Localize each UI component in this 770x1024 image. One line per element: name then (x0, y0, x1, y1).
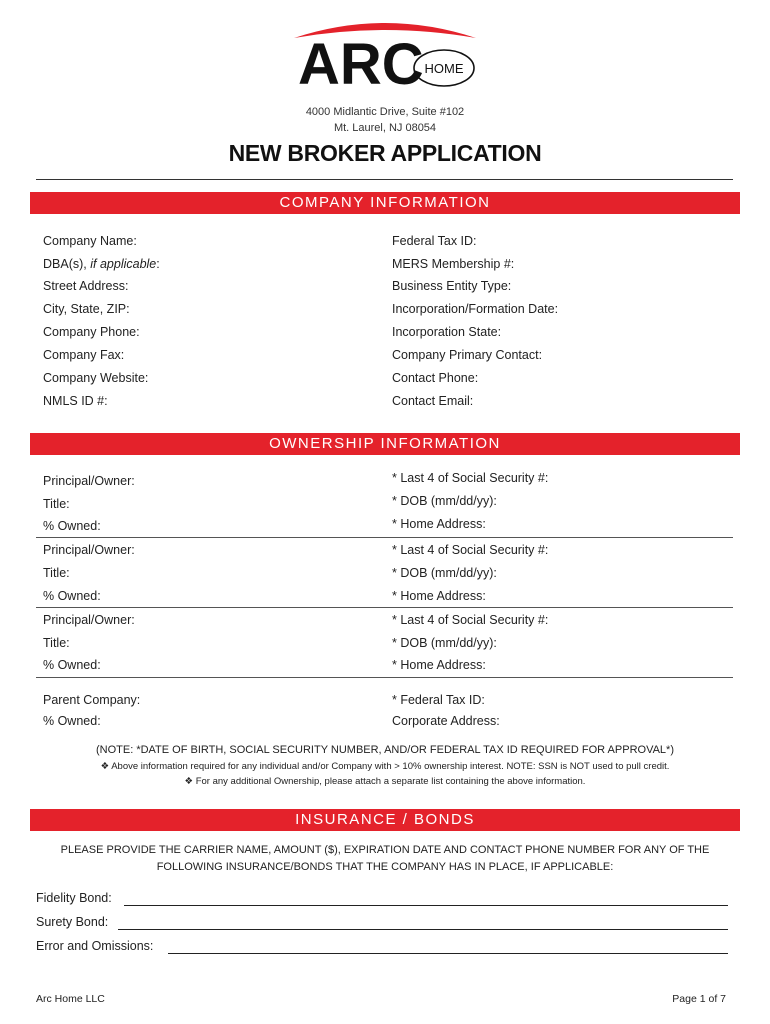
ownership-note-1: ❖ Above information required for any individual and/or Company with > 10% ownership interest. NOTE: SSN is NOT used to pull credit. (100, 761, 670, 772)
contact-email-label: Contact Email: (392, 394, 474, 408)
parent-company-label: Parent Company: (43, 693, 141, 707)
incorporation-date-label: Incorporation/Formation Date: (392, 302, 559, 316)
company-name-label: Company Name: (43, 234, 137, 248)
owner-2-title-label: Title: (43, 566, 70, 580)
page-title: NEW BROKER APPLICATION (228, 140, 542, 166)
insurance-banner: INSURANCE / BONDS (30, 809, 740, 831)
parent-owned-label: % Owned: (43, 714, 101, 728)
contact-phone-label: Contact Phone: (392, 371, 479, 385)
owner-3-divider (36, 677, 733, 678)
federal-tax-id-label: Federal Tax ID: (392, 234, 477, 248)
owner-1-principal-label: Principal/Owner: (43, 474, 135, 488)
errors-omissions-line[interactable] (168, 953, 728, 954)
owner-3-title-label: Title: (43, 636, 70, 650)
owner-1-ssn-label: * Last 4 of Social Security #: (392, 471, 549, 485)
arc-home-logo (290, 12, 480, 112)
insurance-instructions-2: FOLLOWING INSURANCE/BONDS THAT THE COMPANY HAS IN PLACE, IF APPLICABLE: (156, 861, 614, 873)
owner-2-ssn-label: * Last 4 of Social Security #: (392, 543, 549, 557)
owner-3-principal-label: Principal/Owner: (43, 613, 135, 627)
surety-bond-label: Surety Bond: (36, 915, 109, 929)
surety-bond-line[interactable] (118, 929, 728, 930)
incorporation-state-label: Incorporation State: (392, 325, 502, 339)
dba-label: DBA(s), if applicable: (43, 257, 160, 271)
corporate-address-label: Corporate Address: (392, 714, 500, 728)
owner-3-owned-label: % Owned: (43, 658, 101, 672)
errors-omissions-label: Error and Omissions: (36, 939, 154, 953)
primary-contact-label: Company Primary Contact: (392, 348, 543, 362)
owner-2-dob-label: * DOB (mm/dd/yy): (392, 566, 497, 580)
approval-note: (NOTE: *DATE OF BIRTH, SOCIAL SECURITY NUMBER, AND/OR FEDERAL TAX ID REQUIRED FOR APPROVAL*) (95, 744, 674, 756)
owner-1-owned-label: % Owned: (43, 519, 101, 533)
fidelity-bond-line[interactable] (124, 905, 728, 906)
company-fax-label: Company Fax: (43, 348, 125, 362)
owner-1-home-label: * Home Address: (392, 517, 486, 531)
logo-main-text: ARC (298, 32, 424, 97)
owner-3-home-label: * Home Address: (392, 658, 486, 672)
address-line-1: 4000 Midlantic Drive, Suite #102 (305, 106, 465, 118)
footer-page-number: Page 1 of 7 (672, 993, 726, 1005)
owner-1-dob-label: * DOB (mm/dd/yy): (392, 494, 497, 508)
parent-fed-tax-label: * Federal Tax ID: (392, 693, 485, 707)
owner-2-home-label: * Home Address: (392, 589, 486, 603)
ownership-info-banner: OWNERSHIP INFORMATION (30, 433, 740, 455)
footer-company: Arc Home LLC (36, 993, 105, 1005)
owner-1-divider (36, 537, 733, 538)
mers-membership-label: MERS Membership #: (392, 257, 515, 271)
insurance-instructions-1: PLEASE PROVIDE THE CARRIER NAME, AMOUNT ($), EXPIRATION DATE AND CONTACT PHONE NUMBER FOR ANY OF THE (60, 844, 710, 856)
company-website-label: Company Website: (43, 371, 149, 385)
owner-1-title-label: Title: (43, 497, 70, 511)
owner-2-owned-label: % Owned: (43, 589, 101, 603)
owner-2-divider (36, 607, 733, 608)
ownership-note-2: ❖ For any additional Ownership, please attach a separate list containing the above information. (184, 776, 586, 787)
dba-italic-note: if applicable (90, 257, 157, 271)
title-divider (36, 179, 733, 180)
owner-3-dob-label: * DOB (mm/dd/yy): (392, 636, 497, 650)
company-info-banner: COMPANY INFORMATION (30, 192, 740, 214)
city-state-zip-label: City, State, ZIP: (43, 302, 130, 316)
street-address-label: Street Address: (43, 279, 129, 293)
owner-3-ssn-label: * Last 4 of Social Security #: (392, 613, 549, 627)
fidelity-bond-label: Fidelity Bond: (36, 891, 112, 905)
company-phone-label: Company Phone: (43, 325, 140, 339)
business-entity-type-label: Business Entity Type: (392, 279, 512, 293)
nmls-id-label: NMLS ID #: (43, 394, 108, 408)
address-line-2: Mt. Laurel, NJ 08054 (333, 122, 437, 134)
owner-2-principal-label: Principal/Owner: (43, 543, 135, 557)
logo-sub-text: HOME (424, 61, 464, 76)
